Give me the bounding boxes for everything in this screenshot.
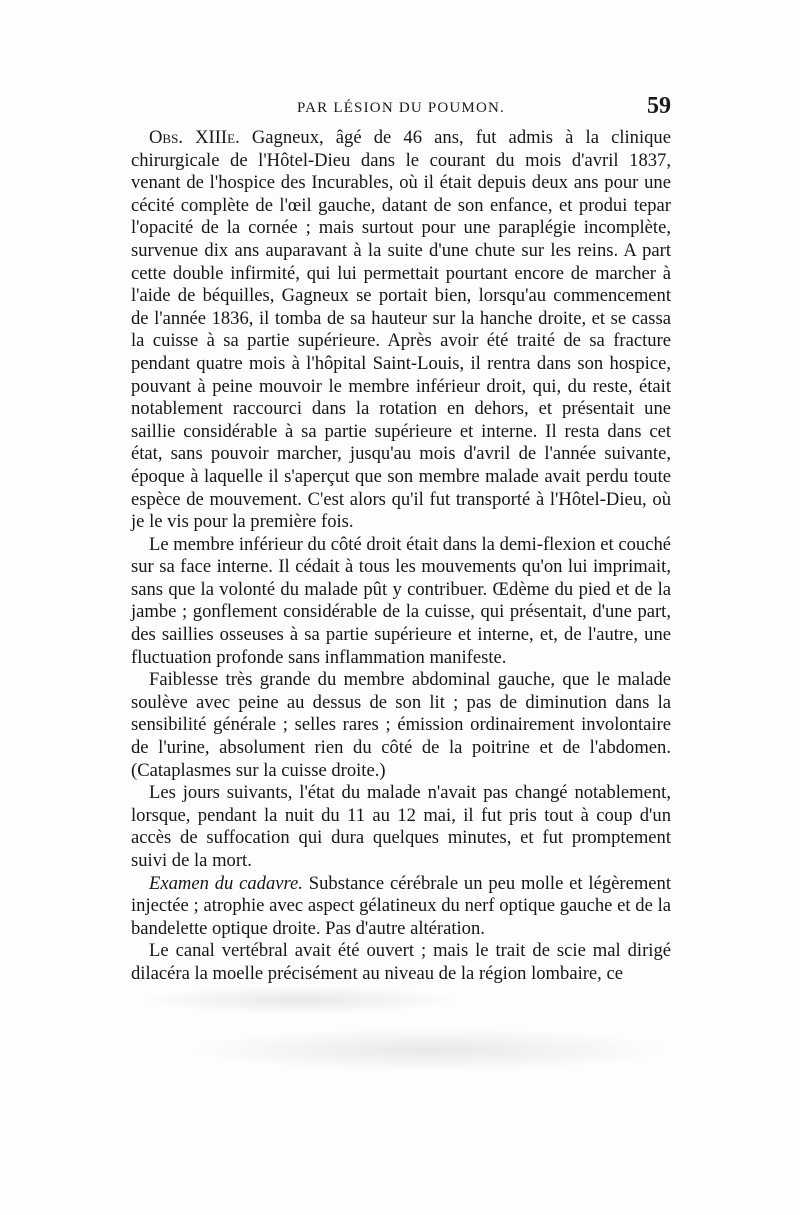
- paragraph-text: Gagneux, âgé de 46 ans, fut admis à la clinique chirurgicale de l'Hôtel-Dieu dans le courant du mois d'avril 1837, venant de l'hospice des Incurables, où il était depuis deux ans pour une cécité complète de l'œil gauche, datant de son enfance, et produi tepar l'opacité de la cornée ; mais surtout pour une paraplégie incomplète, survenue dix ans auparavant à la suite d'une chute sur les reins. A part cette double infirmité, qui lui permettait pourtant encore de marcher à l'aide de béquilles, Gagneux se portait bien, lorsqu'au commencement de l'année 1836, il tomba de sa hauteur sur la hanche droite, et se cassa la cuisse à sa partie supérieure. Après avoir été traité de sa fracture pendant quatre mois à l'hôpital Saint-Louis, il rentra dans son hospice, pouvant à peine mouvoir le membre inférieur droit, qui, du reste, était notablement raccourci dans la rotation en dehors, et présentait une saillie considérable à sa partie supérieure et interne. Il resta dans cet état, sans pouvoir marcher, jusqu'au mois d'avril de l'année suivante, époque à laquelle il s'aperçut que son membre malade avait perdu toute espèce de mouvement. C'est alors qu'il fut transporté à l'Hôtel-Dieu, où je le vis pour la première fois.: [131, 127, 671, 533]
- page-header: [131, 93, 671, 123]
- paragraph-autopsy: [131, 873, 671, 941]
- paragraph-text: Les jours suivants, l'état du malade n'avait pas changé notablement, lorsque, pendant la nuit du 11 au 12 mai, il fut pris tout à coup d'un accès de suffocation qui dura quelques minutes, et fut promptement suivi de la mort.: [131, 782, 671, 871]
- paragraph-death: [131, 782, 671, 872]
- paragraph-text: Le membre inférieur du côté droit était dans la demi-flexion et couché sur sa face interne. Il cédait à tous les mouvements qu'on lui imprimait, sans que la volonté du malade pût y contribuer. Œdème du pied et de la jambe ; gonflement considérable de la cuisse, qui présentait, d'une part, des saillies osseuses à sa partie supérieure et interne, et, de l'autre, une fluctuation profonde sans inflammation manifeste.: [131, 533, 671, 668]
- paragraph-symptoms: [131, 669, 671, 782]
- running-title: PAR LÉSION DU POUMON.: [296, 100, 505, 116]
- paragraph-observation: [131, 127, 671, 534]
- paragraph-text: Faiblesse très grande du membre abdominal gauche, que le malade soulève avec peine au dessus de son lit ; pas de diminution dans la sensibilité générale ; selles rares ; émission ordinairement involontaire de l'urine, absolument rien du côté de la poitrine et de l'abdomen. (Cataplasmes sur la cuisse droite.): [131, 669, 671, 781]
- body-text: [131, 127, 671, 986]
- paragraph-spinal-canal: [131, 940, 671, 985]
- paragraph-text: Le canal vertébral avait été ouvert ; mais le trait de scie mal dirigé dilacéra la moelle précisément au niveau de la région lombaire, ce: [131, 940, 671, 984]
- paragraph-text: Substance cérébrale un peu molle et légèrement injectée ; atrophie avec aspect gélatineux du nerf optique gauche et de la bandelette optique droite. Pas d'autre altération.: [131, 872, 671, 939]
- observation-label: Obs. XIIIe.: [149, 127, 240, 148]
- section-heading: Examen du cadavre.: [149, 872, 303, 894]
- page-number: 59: [647, 93, 671, 119]
- paragraph-clinical-state: [131, 534, 671, 670]
